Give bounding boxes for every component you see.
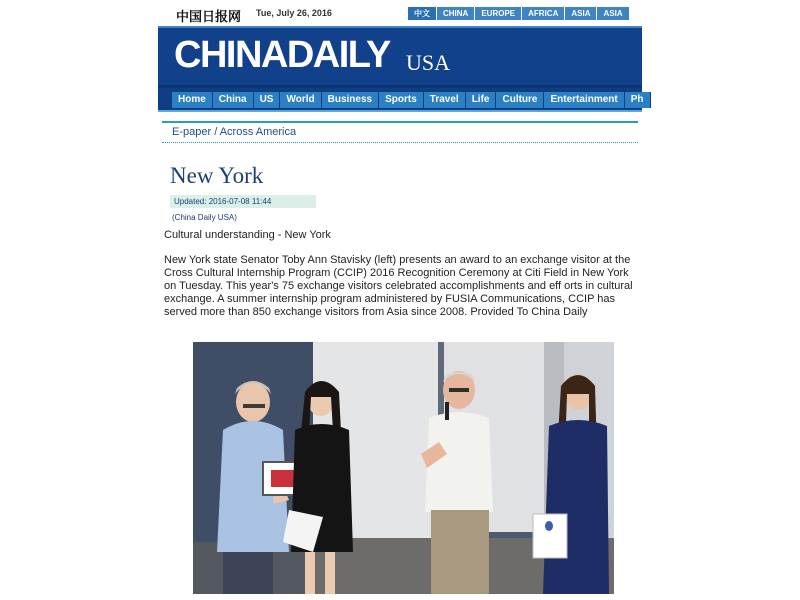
- main-nav: [158, 88, 642, 112]
- article-source: (China Daily USA): [172, 213, 237, 222]
- nav-item-photo[interactable]: Ph: [625, 92, 651, 108]
- header-date: Tue, July 26, 2016: [256, 8, 332, 18]
- breadcrumb[interactable]: E-paper / Across America: [172, 126, 297, 138]
- nav-item-china[interactable]: China: [213, 92, 254, 108]
- nav-item-world[interactable]: World: [280, 92, 321, 108]
- chinese-site-logo[interactable]: 中国日报网: [176, 10, 242, 25]
- masthead-edge: [158, 26, 642, 28]
- edition-link-africa[interactable]: AFRICA: [522, 7, 565, 20]
- nav-underline: [158, 110, 642, 112]
- article-body: New York state Senator Toby Ann Stavisky (left) presents an award to an exchange visitor at the Cross Cultural Internship Program (CCIP) 2016 Recognition Ceremony at Citi Field in New York on Tuesday. This year's 75 exchange visitors celebrated accomplishments and eff orts in cultural exchange. A summer internship program administered by FUSIA Communications, CCIP has served more than 850 exchange visitors from Asia since 2008. Provided To China Daily: [164, 254, 633, 318]
- article-subtitle: Cultural understanding - New York: [164, 229, 331, 241]
- masthead: [158, 26, 642, 88]
- edition-links: [408, 7, 630, 20]
- page: [158, 0, 642, 600]
- nav-item-sports[interactable]: Sports: [379, 92, 424, 108]
- edition-link-china[interactable]: CHINA: [437, 7, 475, 20]
- breadcrumb-bar: [162, 121, 638, 143]
- award-ceremony-photo: [193, 342, 614, 594]
- nav-item-entertainment[interactable]: Entertainment: [544, 92, 624, 108]
- edition-link-chinese[interactable]: 中文: [408, 7, 437, 20]
- article-photo: [193, 342, 614, 594]
- edition-link-asia-2[interactable]: ASIA: [597, 7, 629, 20]
- article-title: New York: [170, 163, 264, 188]
- nav-item-home[interactable]: Home: [172, 92, 213, 108]
- edition-link-asia[interactable]: ASIA: [565, 7, 597, 20]
- nav-row: [172, 92, 651, 108]
- top-strip: [158, 0, 642, 26]
- breadcrumb-divider: [162, 142, 638, 143]
- updated-timestamp: Updated: 2016-07-08 11:44: [170, 195, 316, 208]
- edition-link-europe[interactable]: EUROPE: [475, 7, 522, 20]
- nav-item-us[interactable]: US: [254, 92, 281, 108]
- nav-item-culture[interactable]: Culture: [496, 92, 544, 108]
- nav-item-business[interactable]: Business: [322, 92, 379, 108]
- nav-item-travel[interactable]: Travel: [424, 92, 466, 108]
- edition-label: USA: [406, 50, 451, 75]
- brand-logo[interactable]: CHINADAILY: [174, 34, 390, 76]
- nav-item-life[interactable]: Life: [466, 92, 497, 108]
